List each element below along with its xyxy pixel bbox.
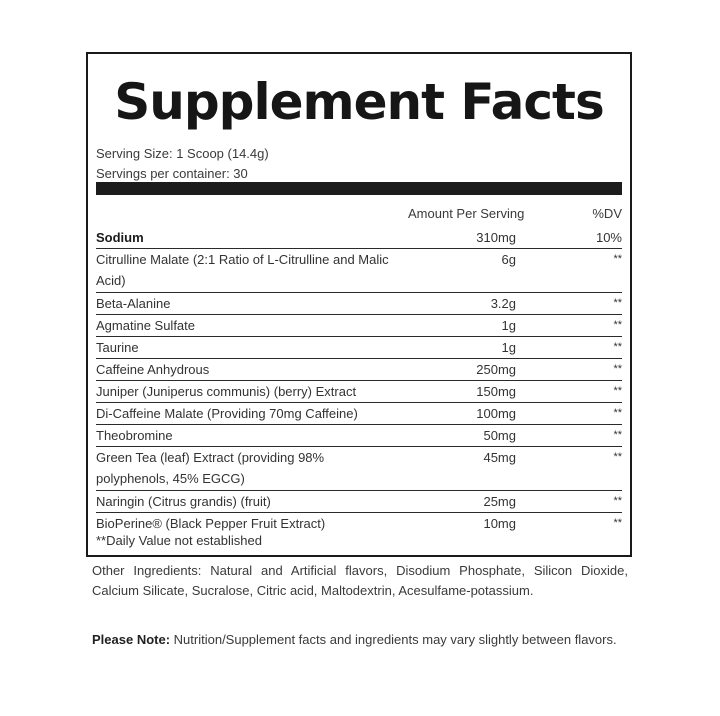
table-row [96, 491, 622, 513]
ingredient-amount: 310mg [476, 230, 516, 245]
ingredient-dv: ** [613, 385, 622, 397]
ingredient-amount: 1g [501, 318, 516, 333]
ingredient-amount: 10mg [483, 516, 516, 531]
ingredient-amount: 150mg [476, 384, 516, 399]
ingredient-dv: ** [613, 363, 622, 375]
table-row [96, 293, 622, 315]
thick-divider [96, 182, 622, 195]
ingredient-name: Juniper (Juniperus communis) (berry) Extract [96, 384, 357, 399]
ingredient-name: BioPerine® (Black Pepper Fruit Extract) [96, 516, 326, 531]
table-row [96, 227, 622, 249]
daily-value-footnote: **Daily Value not established [96, 533, 262, 548]
ingredient-dv: ** [613, 429, 622, 441]
facts-table [96, 227, 622, 534]
ingredient-dv: ** [613, 517, 622, 529]
table-row [96, 359, 622, 381]
ingredient-name: Theobromine [96, 428, 173, 443]
ingredient-name: Beta-Alanine [96, 296, 171, 311]
amount-per-serving-header: Amount Per Serving [408, 206, 525, 221]
ingredient-amount: 45mg [483, 450, 516, 465]
ingredient-dv: ** [613, 451, 622, 463]
ingredient-dv: ** [613, 319, 622, 331]
serving-info [96, 144, 269, 184]
other-ingredients: Other Ingredients: Natural and Artificial flavors, Disodium Phosphate, Silicon Dioxide, Calcium Silicate, Sucralose, Citric acid, Maltodextrin, Acesulfame-potassium. [92, 563, 628, 598]
ingredient-amount: 25mg [483, 494, 516, 509]
ingredient-name: Citrulline Malate (2:1 Ratio of L-Citrulline and Malic Acid) [96, 252, 389, 288]
please-note-label: Please Note: [92, 632, 171, 647]
table-row [96, 337, 622, 359]
ingredient-dv: ** [613, 407, 622, 419]
table-row [96, 249, 622, 293]
ingredient-amount: 250mg [476, 362, 516, 377]
ingredient-name: Agmatine Sulfate [96, 318, 196, 333]
ingredient-dv: ** [613, 495, 622, 507]
table-row [96, 403, 622, 425]
ingredient-amount: 3.2g [490, 296, 516, 311]
dv-header: %DV [592, 206, 622, 221]
table-row [96, 513, 622, 534]
servings-per-container: Servings per container: 30 [96, 166, 248, 181]
supplement-facts-panel [86, 52, 632, 557]
ingredient-dv: ** [613, 341, 622, 353]
ingredient-name: Caffeine Anhydrous [96, 362, 210, 377]
ingredient-dv: 10% [595, 230, 622, 245]
ingredient-amount: 50mg [483, 428, 516, 443]
ingredient-name: Taurine [96, 340, 139, 355]
ingredient-dv: ** [613, 253, 622, 265]
table-row [96, 381, 622, 403]
table-row [96, 315, 622, 337]
serving-size: Serving Size: 1 Scoop (14.4g) [96, 146, 269, 161]
ingredient-amount: 6g [501, 252, 516, 267]
please-note [92, 630, 628, 650]
panel-title: Supplement Facts [114, 73, 604, 131]
table-row [96, 447, 622, 491]
table-row [96, 425, 622, 447]
ingredient-name: Di-Caffeine Malate (Providing 70mg Caffeine) [96, 406, 358, 421]
ingredient-dv: ** [613, 297, 622, 309]
ingredient-name: Naringin (Citrus grandis) (fruit) [96, 494, 271, 509]
ingredient-amount: 1g [501, 340, 516, 355]
ingredient-amount: 100mg [476, 406, 516, 421]
ingredient-name: Sodium [96, 230, 144, 245]
ingredient-name: Green Tea (leaf) Extract (providing 98% polyphenols, 45% EGCG) [96, 450, 325, 486]
please-note-text: Nutrition/Supplement facts and ingredients may vary slightly between flavors. [170, 632, 617, 647]
